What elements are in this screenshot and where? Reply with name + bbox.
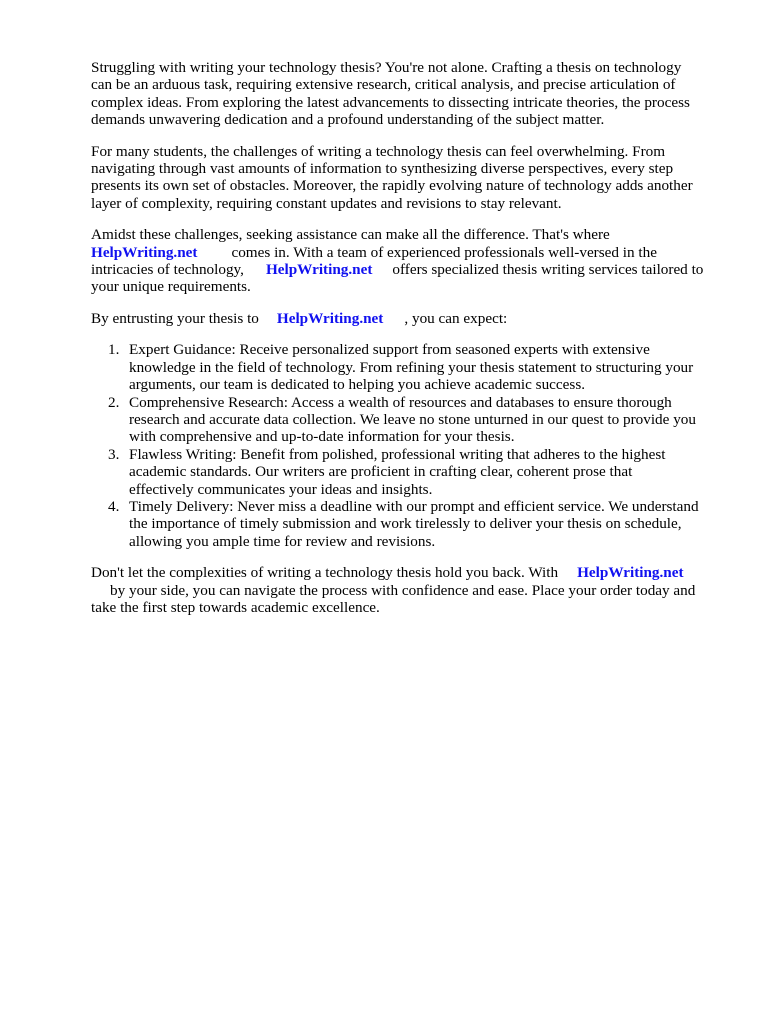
list-item (91, 394, 731, 446)
list-item (91, 446, 731, 498)
text-line: layer of complexity, requiring constant updates and revisions to stay relevant. (91, 194, 562, 212)
list-number: 1. (108, 341, 120, 359)
text-fragment: comes in. With a team of experienced professionals well-versed in the (231, 243, 657, 261)
text-line: Expert Guidance: Receive personalized support from seasoned experts with extensive (129, 341, 650, 359)
helpwriting-link[interactable]: HelpWriting.net (276, 309, 384, 327)
text-fragment: by your side, you can navigate the process with confidence and ease. Place your order today and (110, 581, 696, 599)
list-number: 4. (108, 497, 120, 515)
text-line: take the first step towards academic excellence. (91, 598, 380, 616)
text-line (91, 582, 731, 599)
text-line: Timely Delivery: Never miss a deadline with our prompt and efficient service. We understand (129, 497, 699, 515)
text-line: academic standards. Our writers are proficient in crafting clear, coherent prose that (129, 463, 633, 481)
benefits-list (91, 341, 731, 550)
text-line (91, 564, 731, 581)
text-fragment: offers specialized thesis writing services tailored to (392, 261, 704, 279)
text-line: research and accurate data collection. We leave no stone unturned in our quest to provide you (129, 410, 696, 428)
text-line: with comprehensive and up-to-date information for your thesis. (129, 428, 515, 446)
text-line (91, 261, 731, 278)
document-page (91, 59, 731, 630)
helpwriting-link[interactable]: HelpWriting.net (91, 243, 198, 261)
text-fragment: intricacies of technology, (91, 261, 244, 279)
text-line: For many students, the challenges of writing a technology thesis can feel overwhelming. From (91, 142, 666, 160)
challenges-paragraph (91, 143, 731, 213)
text-line: Amidst these challenges, seeking assistance can make all the difference. That's where (91, 226, 610, 244)
text-line: the importance of timely submission and work tirelessly to deliver your thesis on schedule, (129, 515, 682, 533)
list-item (91, 341, 731, 393)
helpwriting-link[interactable]: HelpWriting.net (577, 564, 684, 582)
text-line: navigating through vast amounts of information to synthesizing diverse perspectives, every step (91, 160, 674, 178)
text-line: Flawless Writing: Benefit from polished, professional writing that adheres to the highest (129, 445, 666, 463)
text-line: Struggling with writing your technology thesis? You're not alone. Crafting a thesis on technology (91, 59, 682, 76)
intro-paragraph (91, 59, 731, 129)
text-line: Comprehensive Research: Access a wealth of resources and databases to ensure thorough (129, 393, 672, 411)
text-line (91, 310, 731, 327)
text-fragment: By entrusting your thesis to (91, 309, 259, 327)
text-line: can be an arduous task, requiring extensive research, critical analysis, and precise articulation of (91, 76, 676, 94)
text-line: effectively communicates your ideas and insights. (129, 480, 433, 498)
text-line: allowing you ample time for review and revisions. (129, 532, 436, 550)
list-number: 2. (108, 393, 120, 411)
text-line: presents its own set of obstacles. Moreover, the rapidly evolving nature of technology adds another (91, 177, 693, 195)
assistance-paragraph (91, 226, 731, 296)
text-line: your unique requirements. (91, 278, 251, 296)
text-line: knowledge in the field of technology. From refining your thesis statement to structuring your (129, 358, 694, 376)
closing-paragraph (91, 564, 731, 616)
text-fragment: Don't let the complexities of writing a technology thesis hold you back. With (91, 564, 559, 582)
text-line: complex ideas. From exploring the latest advancements to dissecting intricate theories, the process (91, 93, 690, 111)
list-item (91, 498, 731, 550)
text-line: demands unwavering dedication and a profound understanding of the subject matter. (91, 111, 605, 129)
text-line: arguments, our team is dedicated to helping you achieve academic success. (129, 376, 586, 394)
list-number: 3. (108, 445, 120, 463)
helpwriting-link[interactable]: HelpWriting.net (265, 261, 373, 279)
entrust-paragraph (91, 310, 731, 327)
text-line (91, 244, 731, 261)
text-fragment: , you can expect: (404, 309, 508, 327)
